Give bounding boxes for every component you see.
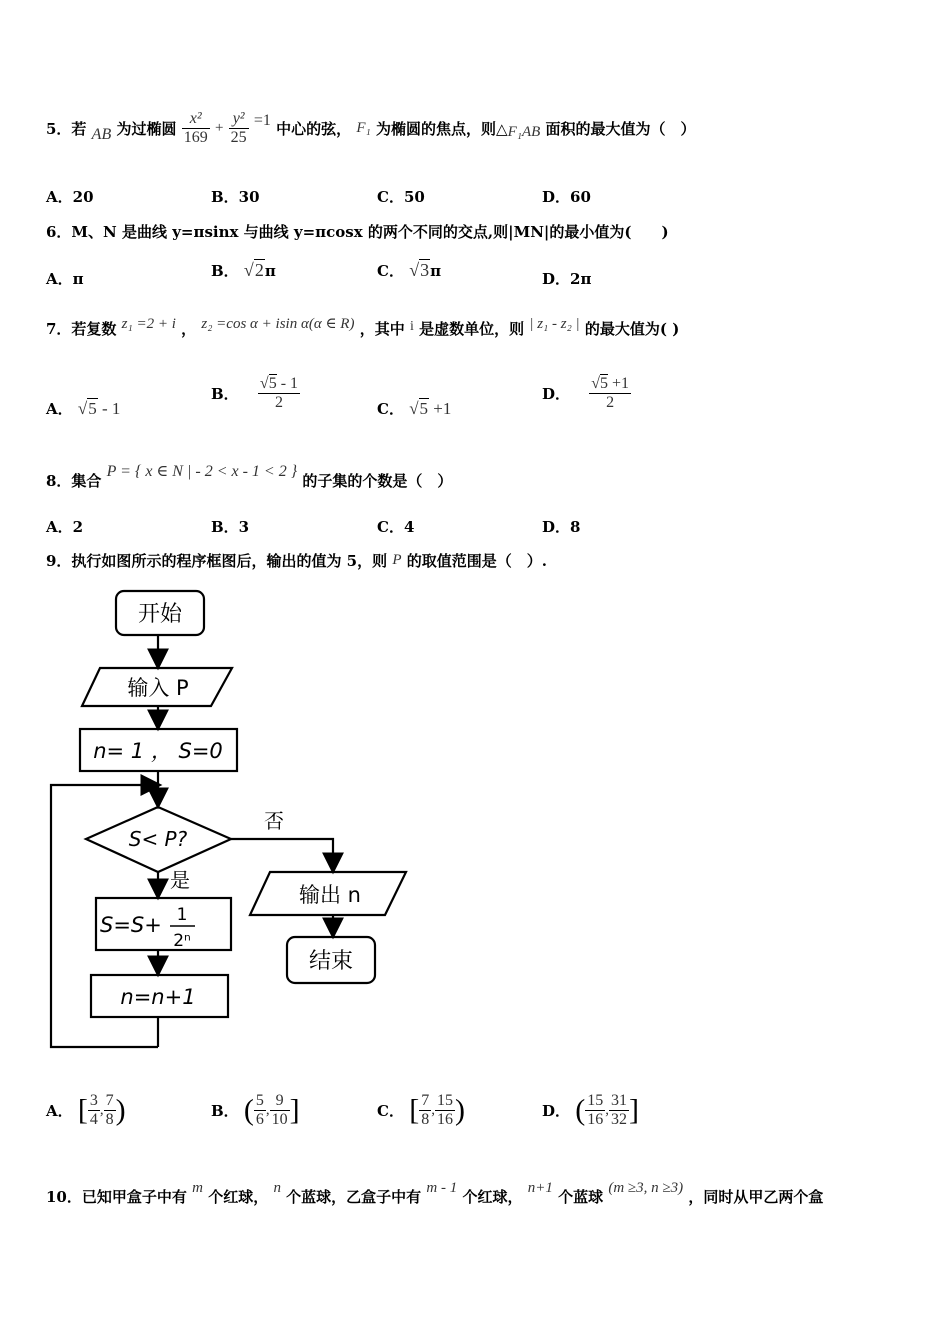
flow-output-label: 输出 n xyxy=(299,883,361,907)
q7-text-3: 的最大值为( ) xyxy=(584,320,680,338)
flow-end-label: 结束 xyxy=(308,949,354,974)
q6-option-a: A．π xyxy=(46,270,84,288)
flow-start-label: 开始 xyxy=(137,602,183,627)
q7-option-d: D． $\frac{√5 +1}{2}$ xyxy=(542,375,630,411)
q10-text-2: 个蓝球，乙盒子中有 xyxy=(286,1188,422,1206)
q7-text-2: 是虚数单位，则 xyxy=(419,320,525,338)
q10-m: m xyxy=(192,1180,203,1196)
q5-option-a: A．20 xyxy=(46,188,94,206)
question-10 xyxy=(46,1176,824,1206)
q8-option-d: D．8 xyxy=(542,518,581,536)
q5-number: 5．若 xyxy=(46,120,87,138)
q9-text-1: 的取值范围是（ ）. xyxy=(406,552,547,570)
q5-triangle-f1ab: F₁AB xyxy=(507,124,541,140)
q5-chord-ab: AB xyxy=(91,125,112,143)
q9-flowchart xyxy=(40,580,460,1060)
question-5: 5．若 AB 为过椭圆 $\frac{\text{x²}}{169}$ + $\frac{\text{y²}}{25}$ =1 中心的弦， F₁ 为椭圆的焦点，则△F₁AB 面积的最大值为（ ） xyxy=(46,110,696,146)
flow-assign-den: 2ⁿ xyxy=(173,931,191,951)
q8-set-p: P = { x ∈ N | - 2 < x - 1 < 2 } xyxy=(106,463,298,480)
q5-option-d: D．60 xyxy=(542,188,591,206)
flow-assign-n-label: n=n+1 xyxy=(120,985,196,1009)
q10-text-3: 个红球， xyxy=(462,1188,523,1206)
q5-text-3: 为椭圆的焦点，则△ xyxy=(376,120,508,138)
q6-option-b: B． √2π xyxy=(211,260,276,280)
q7-abs: | z₁ - z₂ | xyxy=(529,316,580,332)
q9-option-c: C． [ $\frac{7}{8}$ , $\frac{15}{16}$ ) xyxy=(377,1092,465,1128)
q7-z1: z₁ =2 + i xyxy=(121,316,176,332)
flow-init-label: n= 1 ， S=0 xyxy=(93,739,223,763)
q8-option-c: C．4 xyxy=(377,518,415,536)
q10-text-4: 个蓝球 xyxy=(558,1188,604,1206)
q8-text-1: 的子集的个数是（ ） xyxy=(302,472,453,490)
q5-focus-f1: F₁ xyxy=(356,120,371,136)
flow-input-label: 输入 P xyxy=(127,676,189,700)
question-8 xyxy=(46,460,453,490)
q5-option-c: C．50 xyxy=(377,188,425,206)
q8-option-b: B．3 xyxy=(211,518,250,536)
q5-text-2: 中心的弦， xyxy=(276,120,352,138)
q5-ellipse-y-fraction: $\frac{\text{y²}}{25}$ xyxy=(230,110,247,146)
q5-text-1: 为过椭圆 xyxy=(116,120,177,138)
q10-n-plus-1: n+1 xyxy=(527,1180,553,1196)
q7-number: 7．若复数 xyxy=(46,320,117,338)
question-7: 7．若复数 z₁ =2 + i ， z₂ =cos α + isin α(α ∈ R) ，其中 i 是虚数单位，则 | z₁ - z₂ | 的最大值为( ) xyxy=(46,316,680,338)
flow-condition-label: S< P? xyxy=(128,827,188,851)
q9-option-a: A． [ $\frac{3}{4}$ , $\frac{7}{8}$ ) xyxy=(46,1092,126,1128)
flow-assign-num: 1 xyxy=(176,905,188,925)
question-6: 6．M、N 是曲线 y=πsinx 与曲线 y=πcosx 的两个不同的交点,则|MN|的最小值为( ) xyxy=(46,223,669,241)
q9-option-b: B． ( $\frac{5}{6}$ , $\frac{9}{10}$ ] xyxy=(211,1092,300,1128)
q8-option-a: A．2 xyxy=(46,518,84,536)
flow-no-label: 否 xyxy=(264,809,284,833)
q10-text-1: 个红球， xyxy=(208,1188,269,1206)
q5-ellipse-x-fraction: $\frac{\text{x²}}{169}$ xyxy=(183,110,208,146)
q10-n: n xyxy=(273,1180,281,1196)
q9-p: P xyxy=(392,552,402,568)
q8-number: 8．集合 xyxy=(46,472,102,490)
q10-text-5: ，同时从甲乙两个盒 xyxy=(688,1188,824,1206)
q5-option-b: B．30 xyxy=(211,188,260,206)
question-9 xyxy=(46,550,547,571)
q9-option-d: D． ( $\frac{15}{16}$ , $\frac{31}{32}$ ] xyxy=(542,1092,639,1128)
q7-option-b: B． $\frac{√5 - 1}{2}$ xyxy=(211,375,299,411)
q7-text-1: ，其中 xyxy=(359,320,405,338)
q6-option-c: C． √3π xyxy=(377,260,442,280)
q7-option-c: C． √5 +1 xyxy=(377,399,452,418)
q5-ellipse-equals: =1 xyxy=(253,111,271,129)
flow-yes-label: 是 xyxy=(170,868,190,892)
q6-option-d: D．2π xyxy=(542,270,592,288)
q5-text-4: 面积的最大值为（ ） xyxy=(545,120,696,138)
q7-z2: z₂ =cos α + isin α(α ∈ R) xyxy=(201,316,355,332)
q10-m-minus-1: m - 1 xyxy=(426,1180,458,1196)
q9-number: 9．执行如图所示的程序框图后，输出的值为 5，则 xyxy=(46,552,388,570)
q7-option-a: A． √5 - 1 xyxy=(46,399,121,418)
q10-condition: (m ≥3, n ≥3) xyxy=(608,1180,684,1196)
q10-number: 10．已知甲盒子中有 xyxy=(46,1188,187,1206)
flow-assign-s-label: S=S+ xyxy=(100,913,162,937)
q7-imaginary-i: i xyxy=(409,319,414,334)
